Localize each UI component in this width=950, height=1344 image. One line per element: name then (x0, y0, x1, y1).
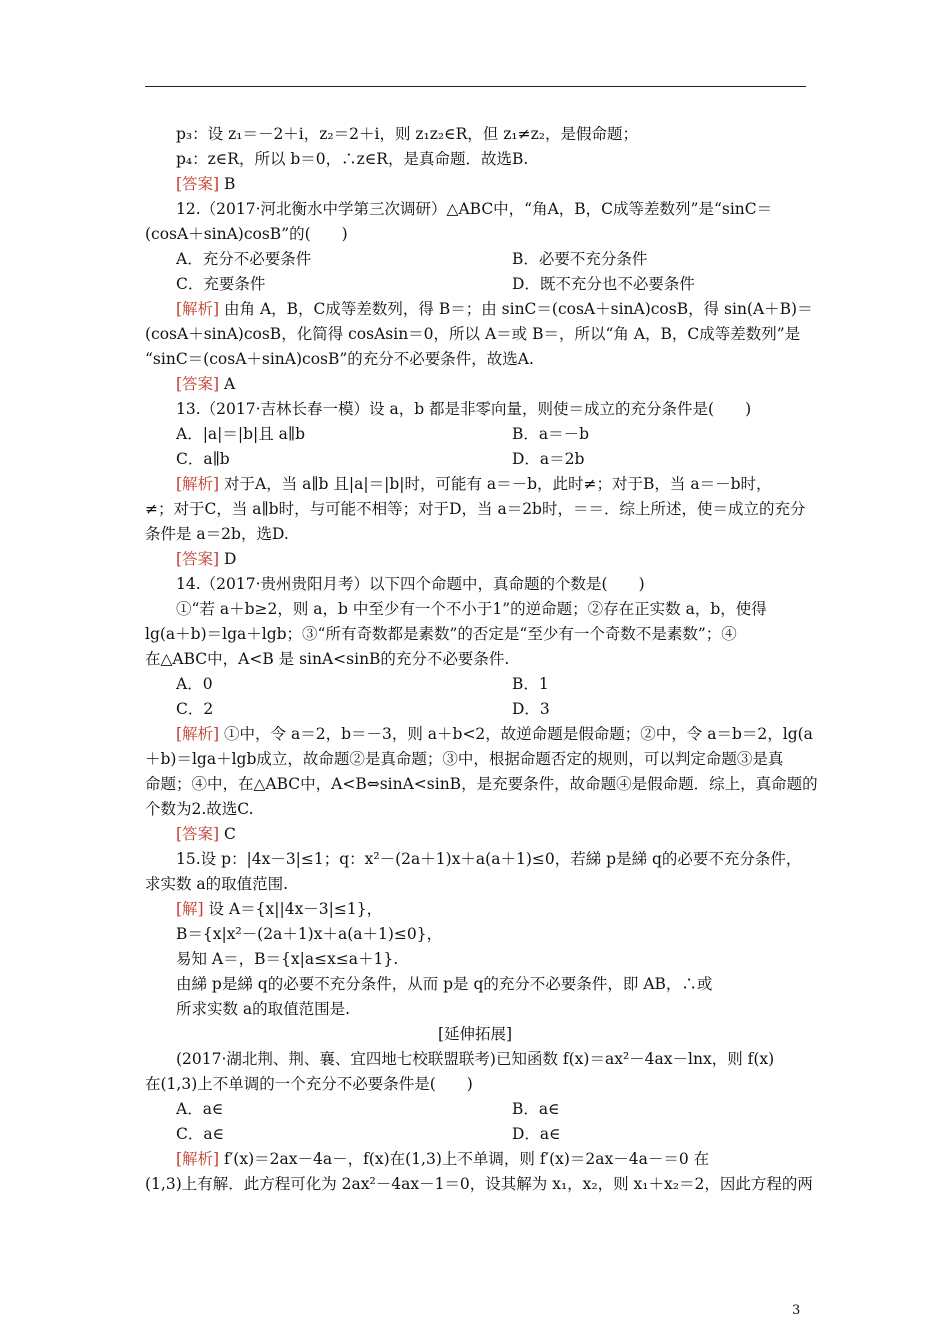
text-line (512, 249, 647, 269)
text-line (176, 549, 236, 569)
text-line (176, 299, 813, 319)
line-text: ①中，令 a＝2，b＝－3，则 a＋b<2，故逆命题是假命题；②中，令 a＝b＝2，lg(a (219, 725, 813, 743)
text-line (145, 874, 288, 894)
text-line (176, 399, 751, 419)
line-text: B．a∈ (512, 1100, 560, 1118)
section-tag: [解析] (176, 475, 220, 493)
line-text: [延伸拓展] (437, 1025, 513, 1043)
line-text: B (219, 175, 236, 193)
line-text: ①“若 a＋b≥2，则 a，b 中至少有一个不小于1”的逆命题；②存在正实数 a，b，使得 (176, 600, 767, 618)
line-text: lg(a＋b)＝lga＋lgb；③“所有奇数都是素数”的否定是“至少有一个奇数不是素数”；④ (145, 625, 737, 643)
section-tag: [解析] (176, 725, 220, 743)
line-text: 13.（2017·吉林长春一模）设 a，b 都是非零向量，则使＝成立的充分条件是( ) (176, 400, 752, 418)
line-text: (cosA＋sinA)cosB”的( ) (145, 225, 348, 243)
text-line (176, 899, 382, 919)
text-line (512, 424, 589, 444)
text-line (176, 1149, 709, 1169)
text-line (145, 649, 509, 669)
text-line (176, 249, 311, 269)
text-line (145, 774, 818, 794)
text-line (176, 849, 801, 869)
text-line (176, 424, 305, 444)
text-line (176, 174, 235, 194)
line-text: B．a＝－b (512, 425, 590, 443)
line-text: 在△ABC中，A<B 是 sinA<sinB的充分不必要条件. (145, 650, 510, 668)
text-line (176, 1124, 224, 1144)
section-tag: [解析] (176, 300, 220, 318)
line-text: p₄：z∈R，所以 b＝0，∴z∈R，是真命题．故选B. (176, 150, 529, 168)
text-line (176, 1099, 223, 1119)
section-tag: [答案] (176, 825, 220, 843)
header-rule (145, 86, 806, 87)
text-line (145, 224, 348, 244)
line-text: 由角 A，B，C成等差数列，得 B＝；由 sinC＝(cosA＋sinA)cosB，得 sin(A＋B)＝ (219, 300, 813, 318)
line-text: A．充分不必要条件 (176, 250, 312, 268)
page-number: 3 (792, 1303, 801, 1318)
text-line (512, 449, 584, 469)
line-text: C．充要条件 (176, 275, 266, 293)
text-line (176, 974, 712, 994)
text-line (145, 624, 737, 644)
text-line (176, 1049, 774, 1069)
text-line (176, 674, 213, 694)
line-text: 条件是 a＝2b，选D. (145, 525, 289, 543)
line-text: 所求实数 a的取值范围是. (176, 1000, 351, 1018)
line-text: ＋b)＝lga＋lgb成立，故命题②是真命题；③中，根据命题否定的规则，可以判定命题③是真 (145, 750, 784, 768)
text-line (512, 1099, 560, 1119)
line-text: A．0 (176, 675, 213, 693)
line-text: “sinC＝(cosA＋sinA)cosB”的充分不必要条件，故选A. (145, 350, 534, 368)
section-tag: [答案] (176, 550, 220, 568)
text-line (176, 274, 265, 294)
line-text: ≠；对于C，当 a∥b时，与可能不相等；对于D，当 a＝2b时，＝＝．综上所述，使＝成立的充分 (145, 500, 806, 518)
text-line (176, 924, 442, 944)
line-text: B．1 (512, 675, 549, 693)
text-line (176, 199, 772, 219)
section-tag: [答案] (176, 175, 220, 193)
line-text: 个数为2.故选C. (145, 800, 254, 818)
text-line (176, 574, 645, 594)
line-text: C (219, 825, 236, 843)
text-line (176, 599, 767, 619)
line-text: D．a＝2b (512, 450, 585, 468)
line-text: A．|a|＝|b|且 a∥b (176, 425, 305, 443)
text-line (176, 474, 772, 494)
line-text: 15.设 p：|4x－3|≤1；q：x²－(2a＋1)x＋a(a＋1)≤0，若綈 p是綈 q的必要不充分条件， (176, 850, 802, 868)
text-line (512, 274, 695, 294)
line-text: A．a∈ (176, 1100, 224, 1118)
line-text: 求实数 a的取值范围. (145, 875, 289, 893)
line-text: 在(1,3)上不单调的一个充分不必要条件是( ) (145, 1075, 473, 1093)
line-text: (cosA＋sinA)cosB，化简得 cosAsin＝0，所以 A＝或 B＝，所以“角 A，B，C成等差数列”是 (145, 325, 801, 343)
text-line (145, 749, 783, 769)
line-text: 12.（2017·河北衡水中学第三次调研）△ABC中，“角A，B，C成等差数列”是“sinC＝ (176, 200, 773, 218)
text-line (145, 1074, 473, 1094)
text-line (145, 499, 805, 519)
text-line (176, 124, 638, 144)
text-line (176, 999, 350, 1019)
line-text: f′(x)＝2ax－4a－，f(x)在(1,3)上不单调，则 f′(x)＝2ax－4a－＝0 在 (219, 1150, 710, 1168)
text-line (512, 699, 550, 719)
line-text: 14.（2017·贵州贵阳月考）以下四个命题中，真命题的个数是( ) (176, 575, 645, 593)
text-line (145, 324, 800, 344)
section-tag: [解] (176, 900, 204, 918)
line-text: B＝{x|x²－(2a＋1)x＋a(a＋1)≤0}， (176, 925, 443, 943)
text-line (145, 1174, 813, 1194)
text-line (512, 1124, 561, 1144)
line-text: C．a∈ (176, 1125, 225, 1143)
text-line (176, 149, 528, 169)
line-text: D．a∈ (512, 1125, 561, 1143)
text-line (145, 524, 289, 544)
line-text: (2017·湖北荆、荆、襄、宜四地七校联盟联考)已知函数 f(x)＝ax²－4ax－lnx，则 f(x) (176, 1050, 775, 1068)
text-line (176, 449, 230, 469)
line-text: C．a∥b (176, 450, 230, 468)
line-text: B．必要不充分条件 (512, 250, 648, 268)
text-line (0, 1024, 950, 1044)
line-text: p₃：设 z₁＝－2＋i，z₂＝2＋i，则 z₁z₂∈R，但 z₁≠z₂，是假命题； (176, 125, 638, 143)
line-text: 设 A＝{x||4x－3|≤1}， (203, 900, 383, 918)
line-text: 易知 A＝，B＝{x|a≤x≤a＋1}. (176, 950, 399, 968)
line-text: 命题；④中，在△ABC中，A<B⇔sinA<sinB，是充要条件，故命题④是假命题．综上，真命题的 (145, 775, 818, 793)
line-text: 由綈 p是綈 q的必要不充分条件，从而 p是 q的充分不必要条件，即 AB，∴或 (176, 975, 713, 993)
section-tag: [答案] (176, 375, 220, 393)
text-line (176, 699, 213, 719)
line-text: D．既不充分也不必要条件 (512, 275, 695, 293)
line-text: D．3 (512, 700, 550, 718)
text-line (176, 724, 813, 744)
line-text: D (219, 550, 237, 568)
section-tag: [解析] (176, 1150, 220, 1168)
text-line (176, 824, 236, 844)
line-text: A (219, 375, 236, 393)
text-line (145, 349, 534, 369)
line-text: 对于A，当 a∥b 且|a|＝|b|时，可能有 a＝－b，此时≠；对于B，当 a＝－b时， (219, 475, 772, 493)
line-text: (1,3)上有解．此方程可化为 2ax²－4ax－1＝0，设其解为 x₁，x₂，则 x₁＋x₂＝2，因此方程的两 (145, 1175, 813, 1193)
line-text: C．2 (176, 700, 214, 718)
text-line (145, 799, 254, 819)
text-line (176, 374, 235, 394)
text-line (176, 949, 398, 969)
text-line (512, 674, 549, 694)
